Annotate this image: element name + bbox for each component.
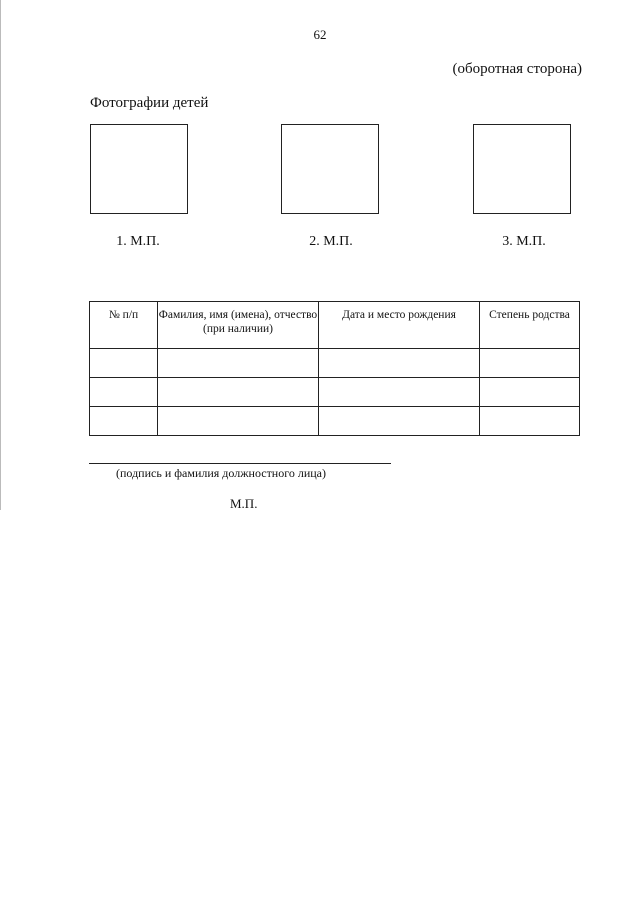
photo-box-3 (473, 124, 571, 214)
page-number: 62 (313, 27, 327, 42)
header-birth-date-place: Дата и место рождения (319, 302, 480, 349)
photo-label-2: 2. М.П. (309, 234, 353, 249)
table-row (90, 407, 580, 436)
photo-label-1: 1. М.П. (116, 234, 160, 249)
header-full-name: Фамилия, имя (имена), отчество (при наличии) (158, 302, 319, 349)
table-cell (90, 349, 158, 378)
table-cell (480, 378, 580, 407)
stamp-label: М.П. (230, 496, 258, 511)
table-header-row (90, 302, 580, 349)
table-cell (480, 407, 580, 436)
section-title: Фотографии детей (90, 95, 209, 111)
header-relationship: Степень родства (480, 302, 580, 349)
table-row (90, 349, 580, 378)
table-cell (319, 407, 480, 436)
table-cell (90, 378, 158, 407)
table-cell (158, 378, 319, 407)
table-cell (158, 349, 319, 378)
table-cell (480, 349, 580, 378)
table-cell (158, 407, 319, 436)
signature-caption: (подпись и фамилия должностного лица) (116, 466, 327, 480)
table-row (90, 378, 580, 407)
children-table (89, 301, 580, 436)
side-note: (оборотная сторона) (452, 61, 582, 77)
scan-edge (0, 0, 1, 510)
header-number: № п/п (90, 302, 158, 349)
photo-box-1 (90, 124, 188, 214)
table-cell (90, 407, 158, 436)
table-cell (319, 349, 480, 378)
signature-line (89, 463, 391, 464)
table-cell (319, 378, 480, 407)
photo-label-3: 3. М.П. (502, 234, 546, 249)
photo-box-2 (281, 124, 379, 214)
